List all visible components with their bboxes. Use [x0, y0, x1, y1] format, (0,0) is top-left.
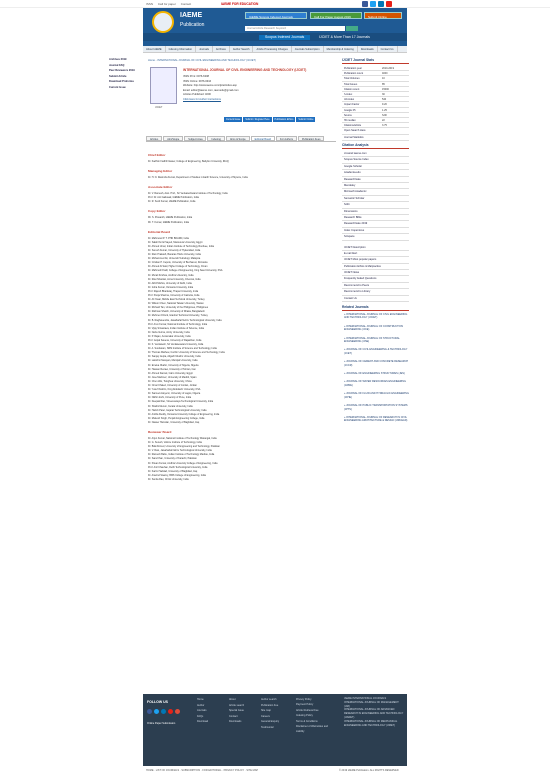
related-title: Related Journals [342, 305, 409, 311]
social-icons [362, 1, 392, 7]
analysis-link[interactable]: Google Scholar [342, 164, 409, 170]
brand-sub: Publication [180, 22, 205, 28]
journal-title: INTERNATIONAL JOURNAL OF CIVIL ENGINEERING AND TECHNOLOGY (IJCIET) [183, 68, 307, 72]
info-link[interactable]: IJCIET News [342, 270, 409, 276]
stat-label: Source [344, 113, 352, 117]
board-member: Dr. Yusuf Ibrahim, King Abdulaziz University, KSA [148, 388, 201, 392]
left-link-2[interactable]: Peer Reviewers 2019 [109, 69, 135, 73]
bottom-links[interactable]: HOME · LIST OF JOURNALS · SUBSCRIPTION · FOR EDITORIAL · PRIVACY POLICY · SITE MAP [146, 769, 259, 772]
board-member: Dr. Nikhil Joshi, University of Pune, India [148, 396, 192, 400]
related-journal-link[interactable]: » JOURNAL OF FLUID AND HYDRAULIC ENGINEERING (JFHE) [344, 392, 409, 399]
board-member: Dr. Aravind Swamy, BMS College of Engineering, India [148, 473, 206, 477]
board-member: Dr. Pavan Kumar, Andhra University College of Engineering, India [148, 461, 218, 465]
nav-item-8[interactable]: Downloads [358, 46, 378, 52]
analysis-link[interactable]: Mendeley [342, 183, 409, 189]
board-member: Dr. Sunita Rao, Christ University, India [148, 477, 189, 481]
stat-value: 540 [382, 98, 387, 102]
footer-link[interactable]: Publication Fee [261, 703, 279, 707]
left-link-0[interactable]: Archives 2019 [109, 58, 127, 61]
top-link-issn[interactable]: ISSN [146, 2, 154, 6]
stat-value: 30 [382, 92, 385, 96]
tab-5[interactable]: Editorial Board [251, 136, 275, 141]
footer-link[interactable]: Author search [261, 698, 277, 701]
board-member: Dr. V. Ramesh, Asst. Prof., Sri Venkateshwara Institute of Technology, India [148, 192, 228, 196]
board-member: Dr. Sanjay Gupta, Aligarh Muslim University, India [148, 355, 201, 359]
analysis-link[interactable]: Dimensions [342, 209, 409, 215]
footer-link[interactable]: Testimonial [261, 725, 274, 729]
board-member: Dr. Suresh Kumar, University of Hyderabad, India [148, 248, 201, 252]
board-member: Dr. Ali Yasar, Middle East Technical University, Turkey [148, 298, 205, 302]
call-for-paper-button[interactable]: Call For Paper August 2019 [310, 12, 362, 19]
board-member: Dr. Sara Khan, University of Karachi, Pakistan [148, 457, 197, 461]
stat-value: 3.75 [382, 124, 387, 128]
open-search-link[interactable]: Open Search Here [342, 128, 409, 134]
analysis-link[interactable]: crossref.iaeme.com [342, 151, 409, 157]
board-member: Dr. Emeka Okafor, University of Nigeria, Nigeria [148, 363, 199, 367]
related-journal-link[interactable]: » JOURNAL OF CIVIL ENGINEERING & TECHNOLOGY (JCET) [344, 348, 408, 355]
board-member: Dr. Mahmoud P. T. PHD BOARD, India [148, 236, 189, 240]
facebook-icon[interactable] [362, 1, 368, 7]
stat-value: 1.25 [382, 108, 387, 112]
board-member: Prof. Anil Chauhan, Delhi Technological University, India [148, 465, 208, 469]
board-heading-0: Chief Editor [148, 153, 166, 157]
info-links [342, 245, 409, 303]
info-link[interactable]: E-mail Alert [342, 251, 409, 257]
board-member: Dr. Richard Tan, University of the Philippines, Philippines [148, 306, 209, 310]
nav-item-3[interactable]: Archives [213, 46, 230, 52]
footer-link[interactable]: Careers [261, 714, 270, 718]
analysis-link[interactable]: Index Copernicus [342, 228, 409, 234]
left-link-4[interactable]: Download Proforma [109, 80, 134, 84]
info-link[interactable]: Recommend to Peers [342, 283, 409, 289]
footer-link[interactable]: Journals [197, 709, 207, 713]
footer-link[interactable]: About [229, 698, 236, 701]
board-member: Dr. Nasser Hamdan, University of Baghdad, Iraq [148, 420, 200, 424]
analysis-links [342, 151, 409, 240]
board-member: Dr. Deepak Rao, Visvesvaraya Technological University, India [148, 400, 214, 404]
cover-caption: IJCIET [155, 106, 163, 109]
stats-title: IJCIET Journal Stats [342, 58, 409, 64]
related-journal-link[interactable]: » INTERNATIONAL JOURNAL OF CIVIL ENGINEERING AND TECHNOLOGY (IJCIET) [344, 313, 408, 320]
nav-item-2[interactable]: Journals [196, 46, 213, 52]
board-member: Dr. Mohammed Ali, Universiti Teknologi, Malaysia [148, 257, 201, 261]
left-link-5[interactable]: Current Issue [109, 85, 126, 89]
info-link[interactable]: IJCIET Description [342, 245, 409, 251]
board-member: Dr. Akhil Mishra, University of Delhi, India [148, 281, 192, 285]
scopus-journals-button[interactable]: IAEME Scopus Indexed Journals [245, 12, 307, 19]
info-link[interactable]: Frequently Asked Questions [342, 276, 409, 282]
stat-value: 4000 [382, 72, 388, 76]
action-button-2[interactable]: Publication Ethics [274, 118, 294, 121]
related-journal-link[interactable]: » JOURNAL OF ENGINEERING STRUCTURES (JES) [344, 372, 405, 376]
top-center-text: IAEME FOR EDUCATION [221, 2, 259, 6]
board-member: Dr. Jose Martinez, University of Madrid, Spain [148, 375, 197, 379]
board-heading-2: Associate Editor [148, 185, 173, 190]
journal-email[interactable]: Email: editor@iaeme.com, iaemedu@gmail.com [183, 88, 239, 92]
related-journals [342, 313, 409, 423]
board-member: Dr. Samuel Adeyemi, University of Lagos, Nigeria [148, 392, 201, 396]
board-member: Dr. Omar Khaled, University of Jordan, Jordan [148, 384, 197, 388]
footer-link[interactable]: Article Retrieval Fee [296, 708, 319, 712]
board-member: Dr. Mukesh Singh, Punjab Engineering College, India [148, 416, 205, 420]
stat-label: Citation count [344, 87, 360, 91]
twitter-icon[interactable] [370, 1, 376, 7]
action-button-0[interactable]: Current Issue [226, 118, 241, 121]
footer-link[interactable]: INTERNATIONAL JOURNAL OF ADVANCED RESEARCH IN ENGINEERING AND TECHNOLOGY (IJARET) [344, 708, 404, 719]
footer-linkedin-icon[interactable] [161, 709, 166, 714]
linkedin-icon[interactable] [378, 1, 384, 7]
footer-link[interactable]: Contact [229, 714, 238, 718]
board-member: Dr. Ramesh Babu, Indian Institute of Technology Madras, India [148, 453, 215, 457]
board-member: Dr. Ahmed Farouk, Cairo University, Egypt [148, 371, 193, 375]
tab-7[interactable]: Publication Fees [298, 136, 324, 141]
author-instructions-link[interactable]: Click Here for Author Instructions [183, 97, 221, 101]
board-member: Dr. Ahmed Al Said, Higher College of Technology, Oman [148, 265, 208, 269]
board-member: Dr. Anitha Reddy, Osmania University College of Engineering, India [148, 412, 220, 416]
footer-link[interactable]: Payment Policy [296, 703, 314, 707]
board-member: Dr. Shalini Menon, Kerala University, India [148, 404, 193, 408]
analysis-link[interactable]: Scopus Source Index [342, 157, 409, 163]
journal-info [183, 75, 239, 103]
submit-online-button[interactable]: Submit Online [364, 12, 402, 19]
top-links [146, 2, 195, 6]
nav-item-0[interactable]: About IAEME [143, 46, 166, 52]
footer-link[interactable]: Terms & Conditions [296, 719, 318, 723]
nav-item-4[interactable]: Author Search [230, 46, 254, 52]
stat-label: Publication count [344, 72, 364, 76]
stat-label: h5 median [344, 118, 356, 122]
board-member: Dr. Ravi Shankar, Anna University, Chennai, India [148, 277, 201, 281]
analysis-link[interactable]: Academia.edu [342, 170, 409, 176]
footer-link[interactable]: Downloads [229, 720, 242, 724]
board-member: Dr. Ram Prakash, Banaras Hindu University, India [148, 253, 201, 257]
top-bar [0, 0, 550, 8]
nav-item-6[interactable]: Journals Subscription [292, 46, 324, 52]
left-sidebar [109, 58, 144, 92]
related-journal-link[interactable]: » JOURNAL OF CEMENT AND CONCRETE RESEARCH (JCCR) [344, 360, 409, 367]
footer-link[interactable]: Article search [229, 703, 245, 707]
bottom-bar [143, 766, 407, 777]
board-member: Dr. Vijay Srivastava, Indian Institute of Science, India [148, 326, 204, 330]
board-member: Dr. Chen Wei, Tsinghua University, China [148, 379, 192, 383]
board-member: Dr. H. N. Ravindra Kumar, Department of Studies in Earth Science, University of Mysore, India [148, 176, 248, 180]
band-journals: IJCIET & More Than 17 Journals [319, 35, 370, 39]
breadcrumb[interactable]: Home - INTERNATIONAL JOURNAL OF CIVIL ENGINEERING AND TECHNOLOGY (IJCIET) [148, 59, 256, 62]
related-journal-link[interactable]: » INTERNATIONAL JOURNAL OF RESEARCH IN CIVIL ENGINEERING ARCHITECTURE & DESIGN (IJRCEAD) [344, 415, 408, 423]
board-heading-4: Editorial Board [148, 229, 171, 234]
board-member: Dr. Arjun Kumar, National Institute of Technology Warangal, India [148, 436, 217, 440]
footer-google-icon[interactable] [175, 709, 180, 714]
board-member: Dr. Murali Krishna, Andhra University, India [148, 273, 194, 277]
iaeme-logo[interactable] [152, 11, 174, 33]
footer-link[interactable]: Disclaimer of Warranties and Liability [296, 725, 329, 734]
stat-value: 15000 [382, 87, 389, 91]
top-link-contact[interactable]: Contact [180, 2, 192, 6]
search-icon[interactable] [346, 26, 358, 31]
online-submission-link[interactable]: Online Paper Submission [147, 722, 176, 725]
tab-1[interactable]: Aim/Scope [163, 136, 183, 141]
stat-label: Impact Factor [344, 103, 360, 107]
board-member: Dr. Lakshmi Narayan, Manipal University, India [148, 359, 198, 363]
left-link-3[interactable]: Submit Article [109, 74, 127, 78]
journal-stats-link[interactable]: Journal Statistics [342, 135, 409, 141]
analysis-link[interactable]: ResearchGate [342, 177, 409, 183]
nav-item-9[interactable]: Contact Us [378, 46, 398, 52]
board-member: Dr. V. Ravi, Jawaharlal Nehru Technological University, India [148, 449, 212, 453]
journal-website[interactable]: Website: http://www.iaeme.com/ijciet/index.asp [183, 84, 237, 88]
board-member: Dr. G. Suresh, Vellore Institute of Technology, India [148, 441, 202, 445]
stat-value: SJR [382, 113, 387, 117]
stat-label: Total Volumes [344, 77, 360, 81]
follow-us-title: FOLLOW US [147, 700, 168, 704]
info-link[interactable]: Publication Ethics & Malpractice [342, 264, 409, 270]
action-buttons [224, 117, 315, 122]
analysis-link[interactable]: Scilit [342, 202, 409, 208]
nav-item-5[interactable]: Article Processing Charges [253, 46, 291, 52]
board-member: Mr. S. Prasanth, IAEME Publication, India [148, 216, 193, 220]
journal-cover [150, 67, 177, 104]
board-member: Dr. K. Venkatesh, Sri Venkateswara University, India [148, 343, 204, 347]
footer-link[interactable]: FAQs [197, 714, 204, 718]
board-member: Dr. B. Raghavendra, Jawaharlal Nehru Technological University, India [148, 318, 222, 322]
footer-col-1 [197, 697, 208, 725]
footer-link[interactable]: General Enquiry [261, 720, 280, 724]
board-heading-5: Reviewer Board [148, 429, 172, 434]
articles-published: Articles Published: 4000 [183, 93, 211, 97]
stat-value: 22 [382, 118, 385, 122]
footer-col-2 [229, 697, 244, 725]
tab-4[interactable]: Aims & Scope [226, 136, 250, 141]
footer-link[interactable]: Author [197, 703, 205, 707]
stats-table [342, 66, 409, 128]
editorial-board [148, 148, 340, 482]
footer-col-3 [261, 697, 279, 731]
board-member: Prof. Rajesh Bhardwaj, Thapar University, India [148, 289, 199, 293]
board-member: Prof. Arun Kumar, National Institute of Technology, India [148, 322, 208, 326]
main-nav [143, 46, 407, 53]
right-sidebar [342, 58, 409, 428]
board-member: Prof. Gopal Saxena, University of Rajasthan, India [148, 339, 202, 342]
tab-0[interactable]: Articles [146, 136, 162, 141]
footer-facebook-icon[interactable] [147, 709, 152, 714]
board-member: Dr. Thomas Mathew, Cochin University of Science and Technology, India [148, 351, 225, 355]
action-button-3[interactable]: Submit Online [298, 118, 314, 121]
footer-link[interactable]: Indexing Policy [296, 714, 313, 718]
board-member: Dr. Karim Haddad, University of Baghdad, Iraq [148, 469, 198, 473]
tab-2[interactable]: Subject Area [184, 136, 206, 141]
board-heading-1: Managing Editor [148, 169, 173, 174]
footer-link[interactable]: INTERNATIONAL JOURNAL OF MECHANICAL ENGINEERING AND TECHNOLOGY (IJMET) [344, 719, 398, 727]
analysis-link[interactable]: Research Bible [342, 215, 409, 221]
board-member: Dr. Rahman Sheikh, University of Dhaka, Bangladesh [148, 310, 205, 314]
footer-link[interactable]: Privacy Policy [296, 698, 312, 701]
footer-col-5 [344, 697, 404, 727]
footer-col-4 [296, 697, 336, 735]
tab-6[interactable]: For Authors [276, 136, 297, 141]
youtube-icon[interactable] [386, 1, 392, 7]
brand-name: IAEME [180, 12, 203, 19]
footer-link[interactable]: IAEME INTERNATIONAL JOURNALS [344, 697, 387, 700]
board-member: Dr. Indra Kumar, Osmania University, India [148, 285, 194, 289]
stat-value: 9.20 [382, 103, 387, 107]
footer-link[interactable]: Site map [261, 709, 271, 713]
nav-item-1[interactable]: Indexing Information [166, 46, 197, 52]
stat-label: Google h5 [344, 108, 356, 112]
journal-tabs [146, 136, 336, 142]
stat-label: Citations/article [344, 124, 362, 128]
stat-value: 10 [382, 77, 385, 81]
stat-label: Total Issues [344, 82, 358, 86]
analysis-link[interactable]: Semantic Scholar [342, 196, 409, 202]
board-member: Dr. Ahmed Umar, Indian Institute of Technology Roorkee, India [148, 244, 214, 248]
action-button-1[interactable]: Submit / Register Here [245, 118, 270, 121]
info-link[interactable]: Contact Us [342, 296, 409, 302]
footer-link[interactable]: Download [197, 720, 209, 724]
issn-online: ISSN Online: 0976-6316 [183, 79, 212, 83]
related-journal-link[interactable]: » INTERNATIONAL JOURNAL OF CONSTRUCTION ENGINEERING (IJCE) [344, 324, 404, 332]
board-member: Dr. Mahmod Khalil, College of Engineering, King Saud University, KSA [148, 269, 223, 273]
stat-label: i10-index [344, 98, 355, 102]
board-member: Dr. Mehmet Ozturk, Istanbul Technical University, Turkey [148, 314, 208, 318]
board-member: Dr. Cristian P. Cepoiu, University of Bucharest, Romania [148, 261, 208, 265]
stat-label: h-index [344, 92, 353, 96]
board-member: Dr. Wilson Chien, National Taiwan University, Taiwan [148, 302, 204, 306]
board-member: Prof. Dr. Anil Gaikwad, IAEME Publication, India [148, 196, 199, 200]
analysis-link[interactable]: Microsoft Academic [342, 189, 409, 195]
footer-link[interactable]: Home [197, 698, 204, 701]
board-member: Dr. A. Sundaram, SRM Institute of Science and Technology, India [148, 347, 217, 351]
band-scopus[interactable]: Scopus Indexed Journals [259, 35, 310, 40]
issn-print: ISSN Print: 0976-6308 [183, 75, 209, 78]
board-member: Dr. Kadhim Fadhil Nasser, College of Engineering, Babylon University, IRAQ [148, 160, 229, 163]
board-heading-3: Copy Editor [148, 209, 166, 214]
board-member: Dr. Harish Patel, Gujarat Technological University, India [148, 408, 207, 412]
info-link[interactable]: IJCIET Most popular papers [342, 257, 409, 263]
related-journal-link[interactable]: » INTERNATIONAL JOURNAL OF STRUCTURAL ENGINEERING (IJSE) [344, 336, 400, 344]
board-member: Mr. T. Kumar, IAEME Publication, India [148, 220, 190, 224]
copyright: © 2019 IAEME Publication. ALL RIGHTS RESERVED [339, 769, 399, 772]
analysis-link[interactable]: Scispace [342, 234, 409, 240]
tab-3[interactable]: Indexing [207, 136, 224, 141]
top-link-call[interactable]: Call for paper [157, 2, 176, 6]
search-input[interactable]: Journal Article Research Keyword [245, 26, 345, 31]
related-journal-link[interactable]: » JOURNAL OF WATER RESOURCES ENGINEERING (JWRE) [344, 380, 406, 387]
board-member: Dr. Neha Verma, Amity University, India [148, 330, 190, 334]
analysis-link[interactable]: ResearchGate 2019 [342, 221, 409, 227]
footer-link[interactable]: INTERNATIONAL JOURNAL OF MANAGEMENT (IJM) [344, 700, 399, 708]
analysis-title: Citation Analysis [342, 143, 409, 149]
stat-value: 85 [382, 82, 385, 86]
footer-link[interactable]: Special Issue [229, 709, 244, 713]
board-member: Prof. Pooja Sharma, University of Calcutta, India [148, 293, 200, 297]
stat-label: Publication year [344, 67, 362, 70]
nav-item-7[interactable]: Membership & Indexing [324, 46, 358, 52]
info-link[interactable]: Recommend to Library [342, 289, 409, 295]
related-journal-link[interactable]: » JOURNAL OF PUBLIC TRANSPORTATION SYSTEMS (JPTS) [344, 404, 408, 411]
left-link-1[interactable]: Journal FAQ [109, 63, 125, 67]
board-member: Dr. Hassan Rezaei, University of Tehran, Iran [148, 367, 196, 371]
board-member: Dr. P. Rajan, Annamalai University, India [148, 334, 191, 338]
board-member: Dr. R. Sunil Kumar, IAEME Publication, India [148, 200, 196, 204]
board-member: Dr. Salah Ibn El Sayed, Mansoura University, Egypt [148, 240, 203, 244]
footer-social [147, 709, 180, 714]
board-member: Dr. Bilal Ahmed, University of Engineering and Technology, Pakistan [148, 445, 220, 449]
stat-value: 2010-2019 [382, 67, 394, 70]
footer-youtube-icon[interactable] [168, 709, 173, 714]
footer-twitter-icon[interactable] [154, 709, 159, 714]
